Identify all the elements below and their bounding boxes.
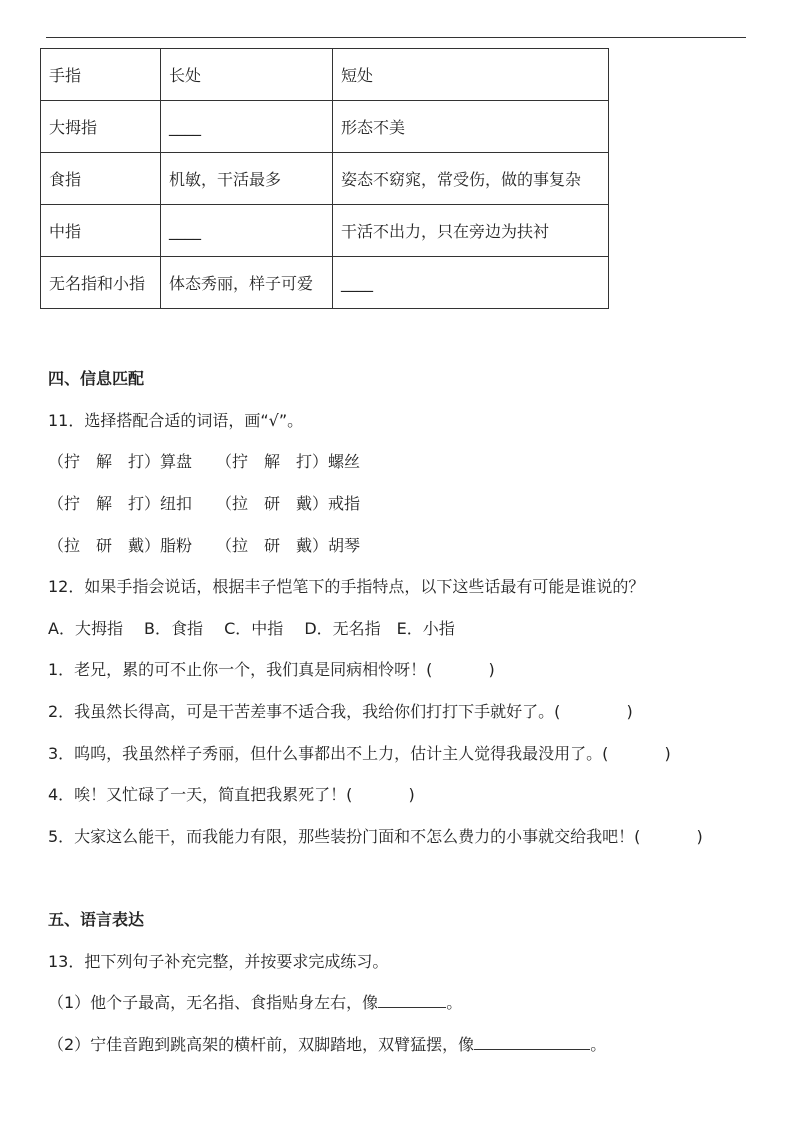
q11-row [48, 491, 360, 514]
close-paren: ) [626, 702, 633, 721]
q11-choice[interactable]: （拧 解 打）螺丝 [216, 452, 361, 471]
q13-prompt: 13．把下列句子补充完整，并按要求完成练习。 [48, 952, 389, 971]
q13-item-text: （1）他个子最高，无名指、食指贴身左右，像 [48, 993, 379, 1012]
q13-item [48, 990, 462, 1013]
q11-row [48, 449, 360, 472]
table-row [41, 153, 609, 205]
q11-prompt: 11．选择搭配合适的词语，画“√”。 [48, 411, 304, 430]
q12-item-text: 1．老兄，累的可不止你一个，我们真是同病相怜呀！( [48, 660, 433, 679]
q12-item [48, 782, 415, 805]
table-cell: 姿态不窈窕，常受伤，做的事复杂 [333, 153, 609, 205]
section5-title: 五、语言表达 [48, 910, 145, 929]
q12-item-text: 4．唉！又忙碌了一天，简直把我累死了！( [48, 785, 353, 804]
q11-choice[interactable]: （拉 研 戴）脂粉 [48, 536, 193, 555]
q11-choice[interactable]: （拧 解 打）算盘 [48, 452, 193, 471]
fill-blank-line[interactable] [474, 1037, 590, 1050]
table-header-row [41, 49, 609, 101]
q11-choice[interactable]: （拉 研 戴）胡琴 [216, 536, 361, 555]
q12-item-text: 2．我虽然长得高，可是干苦差事不适合我，我给你们打打下手就好了。( [48, 702, 561, 721]
section4-title: 四、信息匹配 [48, 369, 145, 388]
q12-item [48, 824, 703, 847]
q13-item-text: （2）宁佳音跑到跳高架的横杆前，双脚踏地，双臂猛摆，像 [48, 1035, 475, 1054]
q12-item [48, 657, 495, 680]
q12-prompt: 12．如果手指会说话，根据丰子恺笔下的手指特点，以下这些话最有可能是谁说的？ [48, 577, 645, 596]
table-cell: 形态不美 [333, 101, 609, 153]
q12-item [48, 741, 671, 764]
header-rule [46, 37, 746, 38]
q12-item [48, 699, 633, 722]
q11-choice[interactable]: （拉 研 戴）戒指 [216, 494, 361, 513]
finger-table [40, 48, 609, 309]
table-cell: 干活不出力，只在旁边为扶衬 [333, 205, 609, 257]
close-paren: ) [664, 744, 671, 763]
table-cell: 中指 [41, 205, 161, 257]
q12-item-text: 5．大家这么能干，而我能力有限，那些装扮门面和不怎么费力的小事就交给我吧！( [48, 827, 641, 846]
table-cell: 体态秀丽，样子可爱 [161, 257, 333, 309]
table-cell-blank[interactable]: ____ [333, 257, 609, 309]
table-cell: 无名指和小指 [41, 257, 161, 309]
q11-row [48, 533, 360, 556]
sentence-end: 。 [590, 1035, 607, 1054]
table-header-cell: 长处 [161, 49, 333, 101]
q11-choice[interactable]: （拧 解 打）纽扣 [48, 494, 193, 513]
table-row [41, 101, 609, 153]
table-cell: 大拇指 [41, 101, 161, 153]
table-cell-blank[interactable]: ____ [161, 101, 333, 153]
table-header-cell: 短处 [333, 49, 609, 101]
close-paren: ) [408, 785, 415, 804]
table-cell-blank[interactable]: ____ [161, 205, 333, 257]
q12-item-text: 3．呜呜，我虽然样子秀丽，但什么事都出不上力，估计主人觉得我最没用了。( [48, 744, 609, 763]
q12-options: A．大拇指 B．食指 C．中指 D．无名指 E．小指 [48, 619, 455, 638]
close-paren: ) [696, 827, 703, 846]
table-row [41, 257, 609, 309]
table-cell: 机敏，干活最多 [161, 153, 333, 205]
fill-blank-line[interactable] [378, 995, 446, 1008]
sentence-end: 。 [446, 993, 463, 1012]
table-row [41, 205, 609, 257]
table-cell: 食指 [41, 153, 161, 205]
table-header-cell: 手指 [41, 49, 161, 101]
close-paren: ) [488, 660, 495, 679]
q13-item [48, 1032, 606, 1055]
